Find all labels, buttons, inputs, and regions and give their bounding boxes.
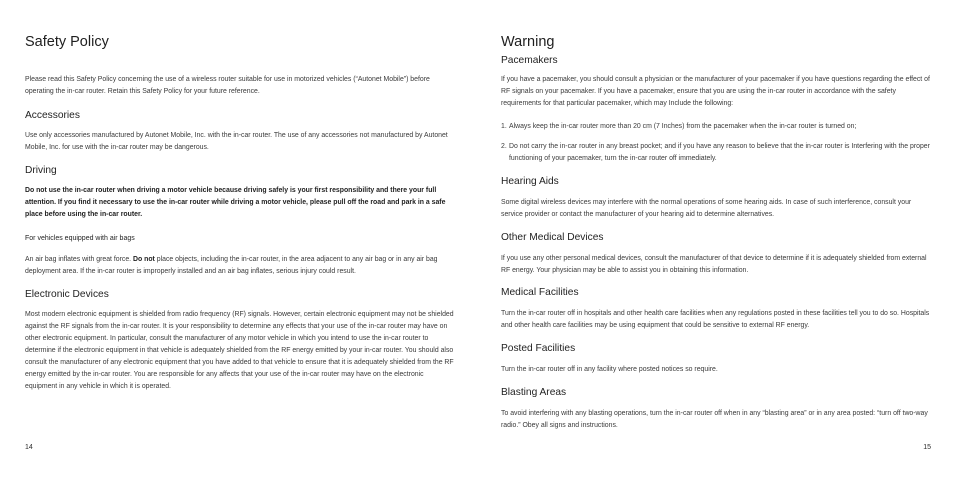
airbag-heading: For vehicles equipped with air bags: [25, 235, 135, 242]
airbag-text-end: place objects, including the in-car router, in the area adjacent to any air bag or in any air bag deployment area. If the in-car router is improperly installed and an air bag inflates, serious injury could result.: [25, 256, 438, 275]
electronic-devices-heading: Electronic Devices: [25, 289, 109, 300]
driving-heading: Driving: [25, 165, 57, 176]
list-item-number: 1.: [501, 123, 507, 130]
pacemakers-heading: Pacemakers: [501, 55, 558, 66]
left-page: [25, 0, 455, 477]
airbag-text-start: An air bag inflates with great force.: [25, 256, 134, 263]
blasting-areas-paragraph: To avoid interfering with any blasting operations, turn the in-car router off when in any “blasting area” or in any area posted: “turn off two-way radio.” Obey all signs and instructions.: [501, 410, 928, 429]
airbag-paragraph: [25, 254, 455, 278]
hearing-aids-paragraph: Some digital wireless devices may interfere with the normal operations of some hearing aids. In case of such interference, consult your service provider or contact the manufacturer of your hearing aid to determine alternatives.: [501, 199, 912, 218]
right-page: [501, 0, 931, 477]
page-number: 14: [25, 444, 33, 451]
medical-facilities-heading: Medical Facilities: [501, 287, 579, 298]
posted-facilities-paragraph: Turn the in-car router off in any facility where posted notices so require.: [501, 366, 718, 373]
posted-facilities-heading: Posted Facilities: [501, 343, 576, 354]
list-item: [501, 121, 931, 133]
blasting-areas-heading: Blasting Areas: [501, 387, 567, 398]
intro-paragraph: Please read this Safety Policy concerning the use of a wireless router suitable for use in motorized vehicles (“Autonet Mobile”) before operating the in-car router. Retain this Safety Policy for your future reference.: [25, 76, 430, 95]
list-item-text: Always keep the in-car router more than 20 cm (7 Inches) from the pacemaker when the in-car router is turned on;: [509, 123, 857, 130]
page-title: Safety Policy: [25, 34, 109, 50]
list-item-text: Do not carry the in-car router in any breast pocket; and if you have any reason to believe that the in-car router is Interfering with the proper functioning of your pacemaker, turn the in-car router off immediately.: [509, 143, 930, 162]
driving-warning-paragraph: Do not use the in-car router when driving a motor vehicle because driving safely is your first responsibility and there your full attention. If you find it necessary to use the in-car router while driving a motor vehicle, please pull off the road and park in a safe place before using the in-car router.: [25, 187, 446, 218]
electronic-devices-paragraph: Most modern electronic equipment is shielded from radio frequency (RF) signals. However, certain electronic equipment may not be shielded against the RF signals from the in-car router. It is your responsibility to determine any effects that your use of the in-car router may have on other electronic equipment. In particular, consult the manufacturer of any motor vehicle in which you intend to use the in-car router to determine if the electronic equipment in that vehicle is adequately shielded from the RF energy emitted by your in-car router. You should also consult the manufacturer of any electronic equipment that you have added to that vehicle to ensure that it is adequately shielded from the RF energy emitted by the in-car router. You are responsible for any affects that your use of the in-car router may have on the electronic equipment in any vehicle in which it is operated.: [25, 311, 454, 390]
medical-devices-paragraph: If you use any other personal medical devices, consult the manufacturer of that device to determine if it is adequately shielded from external RF energy. Your physician may be able to assist you in obtaining this information.: [501, 255, 927, 274]
medical-facilities-paragraph: Turn the in-car router off in hospitals and other health care facilities when any regulations posted in these facilities tell you to do so. Hospitals and other health care facilities may be using equipment that could be sensitive to external RF energy.: [501, 310, 930, 329]
accessories-heading: Accessories: [25, 110, 80, 121]
pacemakers-paragraph: If you have a pacemaker, you should consult a physician or the manufacturer of your pacemaker if you have questions regarding the effect of RF signals on your pacemaker. If you have a pacemaker, ensure that you are using the in-car router in accordance with the safety requirements for that particular pacemaker, which may Include the following:: [501, 76, 930, 107]
list-item-number: 2.: [501, 143, 507, 150]
page-title: Warning: [501, 34, 555, 50]
hearing-aids-heading: Hearing Aids: [501, 176, 559, 187]
list-item: [501, 141, 931, 165]
page-number: 15: [923, 444, 931, 451]
medical-devices-heading: Other Medical Devices: [501, 232, 604, 243]
airbag-text-emphasis: Do not: [133, 256, 155, 263]
accessories-paragraph: Use only accessories manufactured by Autonet Mobile, Inc. with the in-car router. The use of any accessories not manufactured by Autonet Mobile, Inc. for use with the in-car router may be dangerous.: [25, 132, 448, 151]
